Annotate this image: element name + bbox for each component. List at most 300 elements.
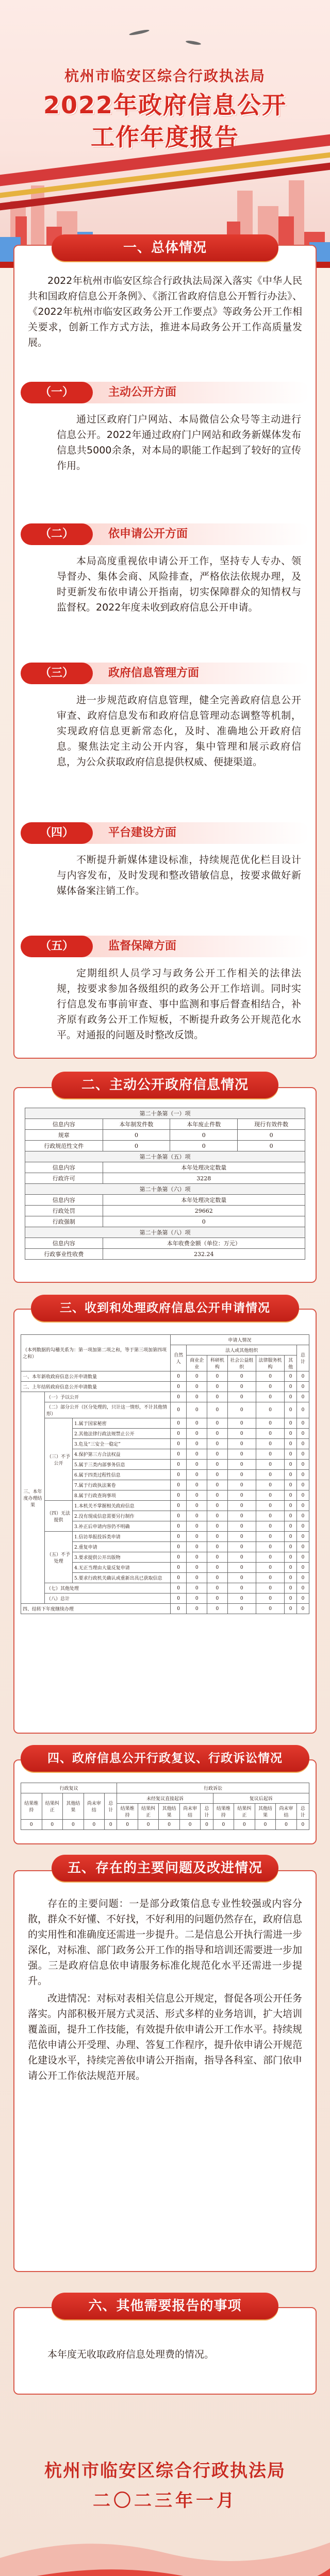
table-cell: 0 xyxy=(21,1820,42,1830)
table-cell: 0 xyxy=(207,1392,228,1402)
table-cell: 0 xyxy=(207,1604,228,1614)
row-label: 四、结转下年度继续办理 xyxy=(21,1604,171,1614)
table-row xyxy=(21,1402,309,1418)
table-cell: 行政许可 xyxy=(25,1173,103,1184)
table-row xyxy=(21,1382,309,1392)
table-cell: 0 xyxy=(276,1820,297,1830)
table-cell: 0 xyxy=(256,1418,284,1429)
row-label: 2.其他法律行政法规禁止公开 xyxy=(73,1429,171,1439)
table-header: 其他结果 xyxy=(63,1793,84,1820)
table-header: 本年制发件数 xyxy=(103,1119,170,1130)
table-cell: 0 xyxy=(227,1392,256,1402)
row-group-label: 三、本年度办理结果 xyxy=(21,1392,45,1604)
table-cell: 0 xyxy=(207,1511,228,1521)
table-cell: 232.24 xyxy=(103,1249,305,1260)
table-cell: 0 xyxy=(170,1460,187,1470)
table-header: 总计 xyxy=(105,1793,117,1820)
table-row xyxy=(21,1392,309,1402)
table-cell: 0 xyxy=(227,1594,256,1604)
table-header: 尚未审结 xyxy=(179,1804,201,1820)
table-cell: 29662 xyxy=(103,1206,305,1216)
subsection-label: 依申请公开方面 xyxy=(108,528,188,540)
table-cell: 0 xyxy=(170,1382,187,1392)
table-row xyxy=(21,1820,309,1830)
row-label: 2.重复申请 xyxy=(73,1542,171,1552)
table-header: 其他结果 xyxy=(255,1804,276,1820)
table-cell: 0 xyxy=(227,1470,256,1480)
table-cell: 规章 xyxy=(25,1130,103,1141)
table-cell: 0 xyxy=(256,1501,284,1511)
subsection-text: 不断提升新媒体建设标准，持续规范优化栏目设计与内容发布，及时发现和整改错敏信息，按要求做好新媒体备案注销工作。 xyxy=(57,854,301,896)
table-row xyxy=(21,1418,309,1429)
table-cell: 0 xyxy=(297,1460,309,1470)
table-cell: 0 xyxy=(297,1604,309,1614)
table-cell: 0 xyxy=(170,1521,187,1532)
table-caption: 第二十条第（六）项 xyxy=(25,1184,305,1195)
table-cell: 0 xyxy=(187,1480,207,1490)
table-cell: 0 xyxy=(227,1460,256,1470)
row-label: 3.补正后申请内容仍不明确 xyxy=(73,1521,171,1532)
table-cell: 0 xyxy=(170,1371,187,1382)
table-header: 总计 xyxy=(201,1804,213,1820)
row-label: 3.要求提供公开出版物 xyxy=(73,1552,171,1563)
subsection-header xyxy=(21,520,309,548)
hero-title-line1: 2022年政府信息公开 xyxy=(43,91,287,119)
table-header: 未经复议直接起诉 xyxy=(117,1793,213,1804)
table-cell: 0 xyxy=(103,1130,170,1141)
table-cell: 0 xyxy=(187,1542,207,1552)
table-cell: 0 xyxy=(256,1563,284,1573)
table-cell: 0 xyxy=(256,1429,284,1439)
table-row xyxy=(21,1583,309,1594)
table-cell: 0 xyxy=(227,1439,256,1449)
table-cell: 0 xyxy=(227,1501,256,1511)
table-cell: 0 xyxy=(207,1552,228,1563)
table-cell: 3228 xyxy=(103,1173,305,1184)
table-cell: 0 xyxy=(285,1532,297,1542)
table-cell: 0 xyxy=(256,1521,284,1532)
table-cell: 0 xyxy=(227,1583,256,1594)
table-cell: 0 xyxy=(187,1418,207,1429)
table-cell: 0 xyxy=(170,1511,187,1521)
table-cell: 0 xyxy=(256,1439,284,1449)
table-header: 信息内容 xyxy=(25,1195,103,1206)
section-1-title: 一、总体情况 xyxy=(52,234,278,261)
table-cell: 0 xyxy=(207,1470,228,1480)
table-cell: 0 xyxy=(256,1594,284,1604)
table-cell: 0 xyxy=(297,1501,309,1511)
row-label: 一、本年新收政府信息公开申请数量 xyxy=(21,1371,171,1382)
table-cell: 行政处罚 xyxy=(25,1206,103,1216)
table-cell: 0 xyxy=(201,1820,213,1830)
table-cell: 0 xyxy=(285,1563,297,1573)
bird-icon xyxy=(186,40,202,45)
table-cell: 0 xyxy=(234,1820,255,1830)
table-cell: 0 xyxy=(227,1552,256,1563)
subsection-text: 进一步规范政府信息管理，健全完善政府信息公开审查、政府信息发布和政府信息管理动态调整等机制，实现政府信息更新常态化，及时、准确地公开政府信息。聚焦法定主动公开内容，集中管理和展示政府信息，为公众获取政府信息提供权威、便捷渠道。 xyxy=(57,694,301,768)
table-cell: 0 xyxy=(170,1594,187,1604)
subsection-number: （五） xyxy=(21,936,93,957)
table-cell: 0 xyxy=(187,1532,207,1542)
subsection-text: 通过区政府门户网站、本局微信公众号等主动进行信息公开。2022年通过政府门户网站和政务新媒体发布信息共5000余条，对本局的职能工作起到了较好的宣传作用。 xyxy=(57,414,301,471)
row-label: 8.属于行政查询事项 xyxy=(73,1490,171,1501)
table-cell: 0 xyxy=(227,1402,256,1418)
table-cell: 0 xyxy=(256,1460,284,1470)
table-cell: 0 xyxy=(256,1552,284,1563)
table-cell: 0 xyxy=(297,1382,309,1392)
hero-title-line2: 工作年度报告 xyxy=(91,123,239,151)
table-cell: 0 xyxy=(297,1402,309,1418)
table-cell: 0 xyxy=(227,1563,256,1573)
table-cell: 0 xyxy=(238,1141,305,1151)
table-header: 复议后起诉 xyxy=(213,1793,309,1804)
table-cell: 0 xyxy=(256,1490,284,1501)
table-cell: 0 xyxy=(170,1532,187,1542)
table-cell: 0 xyxy=(187,1460,207,1470)
section-1-intro xyxy=(21,273,309,350)
table-cell: 0 xyxy=(187,1521,207,1532)
table-header: 信息内容 xyxy=(25,1119,103,1130)
table-cell: 0 xyxy=(170,1429,187,1439)
row-label: 4.保护第三方合法权益 xyxy=(73,1449,171,1460)
subsection-text: 定期组织人员学习与政务公开工作相关的法律法规，按要求参加各级组织的政务公开工作培训。同时实行信息发布事前审查、事中监测和事后督查相结合，补齐原有政务公开工作短板，不断提升政务公开规范化水平。对通报的问题及时整改反馈。 xyxy=(57,968,301,1041)
table-cell: 行政事业性收费 xyxy=(25,1249,103,1260)
table-cell: 0 xyxy=(170,1141,238,1151)
table-cell: 0 xyxy=(207,1439,228,1449)
table-cell: 0 xyxy=(285,1392,297,1402)
subsection-header xyxy=(21,659,309,687)
table-cell: 0 xyxy=(285,1371,297,1382)
table-cell: 0 xyxy=(227,1429,256,1439)
table-header: 现行有效件数 xyxy=(238,1119,305,1130)
table-cell: 0 xyxy=(285,1460,297,1470)
table-cell: 0 xyxy=(256,1511,284,1521)
table-header: 总计 xyxy=(297,1345,309,1371)
table-cell: 0 xyxy=(187,1563,207,1573)
table-cell: 0 xyxy=(227,1604,256,1614)
table-cell: 0 xyxy=(285,1542,297,1552)
table-cell: 0 xyxy=(296,1820,309,1830)
row-label: 7.属于行政执法案卷 xyxy=(73,1480,171,1490)
table-cell: 0 xyxy=(297,1594,309,1604)
table-row xyxy=(21,1793,309,1804)
section-2-tables xyxy=(25,1108,305,1260)
table-cell: 0 xyxy=(285,1511,297,1521)
table-cell: 0 xyxy=(207,1532,228,1542)
table-row xyxy=(21,1594,309,1604)
table-cell: 0 xyxy=(256,1470,284,1480)
table-cell: 0 xyxy=(187,1402,207,1418)
table-cell: 0 xyxy=(187,1470,207,1480)
table-cell: 0 xyxy=(187,1382,207,1392)
table-cell: 行政强制 xyxy=(25,1216,103,1227)
table-cell: 0 xyxy=(285,1604,297,1614)
table-caption: 第二十条第（一）项 xyxy=(25,1108,305,1119)
table-cell: 0 xyxy=(117,1820,138,1830)
subsection-label: 主动公开方面 xyxy=(108,386,177,399)
table-cell: 0 xyxy=(207,1418,228,1429)
table-cell: 0 xyxy=(256,1371,284,1382)
subsection-2 xyxy=(21,520,309,615)
row-label: （七）其他处理 xyxy=(45,1583,171,1594)
table-caption: 第二十条第（五）项 xyxy=(25,1151,305,1162)
table-cell: 0 xyxy=(207,1371,228,1382)
subsection-number: （四） xyxy=(21,822,93,844)
table-cell: 0 xyxy=(227,1382,256,1392)
table-header: 申请人情况 xyxy=(170,1335,309,1345)
table-header: 行政复议 xyxy=(21,1783,117,1793)
table-cell: 0 xyxy=(170,1392,187,1402)
table-cell: 0 xyxy=(159,1820,180,1830)
table-cell: 0 xyxy=(187,1511,207,1521)
table-cell: 0 xyxy=(207,1563,228,1573)
subsection-text: 本局高度重视依申请公开工作，坚持专人专办、领导督办、集体会商、风险排查，严格依法依规办理，及时更新发布依申请公开指南，切实保障群众的知情权与监督权。2022年度未收到政府信息公开申请。 xyxy=(57,555,301,613)
table-cell: 0 xyxy=(285,1490,297,1501)
row-group-label: （三）不予公开 xyxy=(45,1418,73,1501)
section-2-title: 二、主动公开政府信息情况 xyxy=(52,1072,278,1098)
table-cell: 0 xyxy=(297,1392,309,1402)
table-cell: 0 xyxy=(170,1490,187,1501)
table-cell: 0 xyxy=(227,1490,256,1501)
table-cell: 0 xyxy=(63,1820,84,1830)
table-cell: 0 xyxy=(255,1820,276,1830)
table-corner: （本列数据的勾稽关系为：第一项加第二项之和，等于第三项加第四项之和） xyxy=(21,1335,171,1371)
table-cell: 0 xyxy=(207,1501,228,1511)
table-cell: 0 xyxy=(256,1480,284,1490)
table-cell: 0 xyxy=(297,1542,309,1552)
section-6-title: 六、其他需要报告的事项 xyxy=(52,2293,278,2319)
table-row xyxy=(21,1335,309,1345)
table-cell: 0 xyxy=(187,1583,207,1594)
row-label: 2.没有现成信息需要另行制作 xyxy=(73,1511,171,1521)
table-cell: 0 xyxy=(170,1470,187,1480)
table-cell: 0 xyxy=(207,1583,228,1594)
table-cell: 0 xyxy=(256,1392,284,1402)
section-5-body xyxy=(28,1896,302,2083)
row-group-label: （五）不予处理 xyxy=(45,1532,73,1583)
table-header: 结果维持 xyxy=(213,1804,234,1820)
table-cell: 0 xyxy=(187,1371,207,1382)
table-cell: 0 xyxy=(285,1418,297,1429)
table-header: 自然人 xyxy=(170,1345,187,1371)
table-cell: 0 xyxy=(103,1216,305,1227)
subsection-header xyxy=(21,379,309,406)
subsection-4 xyxy=(21,819,309,899)
table-cell: 0 xyxy=(187,1501,207,1511)
table-header: 本年处理决定数量 xyxy=(103,1162,305,1173)
section-4-table-wrap xyxy=(21,1783,309,1830)
subsection-number: （三） xyxy=(21,663,93,684)
table-cell: 0 xyxy=(297,1532,309,1542)
subsection-1 xyxy=(21,379,309,473)
table-cell: 0 xyxy=(256,1604,284,1614)
table-cell: 0 xyxy=(227,1542,256,1552)
table-cell: 0 xyxy=(285,1470,297,1480)
table-cell: 0 xyxy=(84,1820,105,1830)
table-cell: 0 xyxy=(285,1449,297,1460)
table-cell: 0 xyxy=(207,1573,228,1583)
table-cell: 0 xyxy=(297,1470,309,1480)
table-header: 法律服务机构 xyxy=(256,1355,284,1371)
hero-banner xyxy=(0,0,330,268)
table-cell: 0 xyxy=(285,1583,297,1594)
table-cell: 0 xyxy=(207,1429,228,1439)
table-cell: 0 xyxy=(170,1563,187,1573)
table-cell: 0 xyxy=(170,1501,187,1511)
table-cell: 0 xyxy=(297,1552,309,1563)
row-label: （一）予以公开 xyxy=(45,1392,171,1402)
table-cell: 0 xyxy=(138,1820,159,1830)
table-header: 结果纠正 xyxy=(138,1804,159,1820)
bottom-skyline-icon xyxy=(0,2527,330,2576)
hero-org: 杭州市临安区综合行政执法局 xyxy=(64,67,266,84)
table-cell: 0 xyxy=(238,1130,305,1141)
table-header: 其他结果 xyxy=(159,1804,180,1820)
table-cell: 0 xyxy=(256,1402,284,1418)
row-label: （八）总计 xyxy=(45,1594,171,1604)
table-cell: 0 xyxy=(170,1573,187,1583)
table-cell: 0 xyxy=(227,1532,256,1542)
table-cell: 0 xyxy=(207,1460,228,1470)
row-label: 3.危及“三安全一稳定” xyxy=(73,1439,171,1449)
table-cell: 0 xyxy=(207,1594,228,1604)
table-cell: 0 xyxy=(285,1521,297,1532)
table-cell: 0 xyxy=(213,1820,234,1830)
section-4-title: 四、政府信息公开行政复议、行政诉讼情况 xyxy=(21,1745,309,1772)
table-header: 科研机构 xyxy=(207,1355,228,1371)
table-header: 社会公益组织 xyxy=(227,1355,256,1371)
table-cell: 0 xyxy=(256,1532,284,1542)
table-cell: 0 xyxy=(170,1449,187,1460)
table-header: 本年处理决定数量 xyxy=(103,1195,305,1206)
footer-org: 杭州市临安区综合行政执法局 xyxy=(44,2461,286,2481)
table-cell: 0 xyxy=(187,1490,207,1501)
table-row xyxy=(21,1783,309,1793)
table-cell: 0 xyxy=(285,1429,297,1439)
table-row xyxy=(21,1501,309,1511)
table-cell: 0 xyxy=(285,1480,297,1490)
table-caption: 第二十条第（八）项 xyxy=(25,1227,305,1238)
row-label: 5.属于三类内部事务信息 xyxy=(73,1460,171,1470)
subsection-3 xyxy=(21,659,309,770)
table-cell: 0 xyxy=(187,1449,207,1460)
row-label: （二）部分公开（区分处理的，只计这一情形，不计其他情形） xyxy=(45,1402,171,1418)
table-header: 尚未审结 xyxy=(84,1793,105,1820)
table-header: 商业企业 xyxy=(187,1355,207,1371)
table-cell: 0 xyxy=(297,1521,309,1532)
table-header: 结果纠正 xyxy=(234,1804,255,1820)
table-header: 本年废止件数 xyxy=(170,1119,238,1130)
row-label: 5.要求行政机关确认或重新出具已获取信息 xyxy=(73,1573,171,1583)
table-cell: 0 xyxy=(297,1429,309,1439)
subsection-header xyxy=(21,933,309,960)
improvements-text: 改进情况：对标对表相关信息公开规定，督促各项公开任务落实。内部积极开展方式灵活、形式多样的业务培训，扩大培训覆盖面，提升工作技能，有效提升依申请公开工作水平。持续规范依申请公开受理、办理、答复工作程序，提升依申请公开规范化建设水平，持续完善依申请公开指南，指导各科室、部门依申请公开工作依法规范开展。 xyxy=(28,1993,303,2081)
row-label: 6.属于四类过程性信息 xyxy=(73,1470,171,1480)
table-cell: 0 xyxy=(297,1563,309,1573)
table-cell: 0 xyxy=(187,1573,207,1583)
table-header: 尚未审结 xyxy=(276,1804,297,1820)
table-cell: 0 xyxy=(187,1439,207,1449)
table-cell: 0 xyxy=(227,1371,256,1382)
row-label: 二、上年结转政府信息公开申请数量 xyxy=(21,1382,171,1392)
table-row xyxy=(21,1532,309,1542)
review-litigation-table xyxy=(21,1783,309,1830)
table-header: 结果维持 xyxy=(117,1804,138,1820)
table-header: 总计 xyxy=(296,1804,309,1820)
table-cell: 0 xyxy=(297,1439,309,1449)
table-cell: 0 xyxy=(170,1402,187,1418)
table-header: 其他 xyxy=(285,1355,297,1371)
subsection-5 xyxy=(21,933,309,1043)
table-cell: 0 xyxy=(207,1490,228,1501)
table-cell: 0 xyxy=(285,1439,297,1449)
table-cell: 0 xyxy=(207,1449,228,1460)
table-cell: 行政规范性文件 xyxy=(25,1141,103,1151)
table-cell: 0 xyxy=(170,1583,187,1594)
row-label: 4.无正当理由大量反复申请 xyxy=(73,1563,171,1573)
table-cell: 0 xyxy=(297,1449,309,1460)
row-group-label: （四）无法提供 xyxy=(45,1501,73,1532)
table-cell: 0 xyxy=(227,1449,256,1460)
footer-date: 二〇二三年一月 xyxy=(93,2490,237,2511)
table-cell: 0 xyxy=(207,1402,228,1418)
table-cell: 0 xyxy=(256,1573,284,1583)
table-cell: 0 xyxy=(256,1542,284,1552)
table-cell: 0 xyxy=(170,1130,238,1141)
table-cell: 0 xyxy=(179,1820,201,1830)
table-cell: 0 xyxy=(103,1141,170,1151)
bird-icon xyxy=(129,29,150,36)
table-cell: 0 xyxy=(227,1480,256,1490)
table-cell: 0 xyxy=(42,1820,63,1830)
intro-text: 2022年杭州市临安区综合行政执法局深入落实《中华人民共和国政府信息公开条例》、《浙江省政府信息公开暂行办法》、《2022年杭州市临安区政务公开工作要点》等政务公开工作相关要求，创新工作方式方法，推进本局政务公开工作高质量发展。 xyxy=(28,275,302,348)
table-header: 信息内容 xyxy=(25,1238,103,1249)
row-label: 1.本机关不掌握相关政府信息 xyxy=(73,1501,171,1511)
table-header: 本年收费金额（单位：万元） xyxy=(103,1238,305,1249)
other-matters-text: 本年度无收取政府信息处理费的情况。 xyxy=(47,2349,214,2360)
table-cell: 0 xyxy=(285,1402,297,1418)
table-header: 结果维持 xyxy=(21,1793,42,1820)
table-cell: 0 xyxy=(297,1371,309,1382)
table-cell: 0 xyxy=(297,1490,309,1501)
table-cell: 0 xyxy=(207,1521,228,1532)
table-cell: 0 xyxy=(297,1418,309,1429)
table-cell: 0 xyxy=(256,1449,284,1460)
table-regulations xyxy=(25,1108,305,1260)
section-3-table-wrap xyxy=(21,1334,309,1614)
table-cell: 0 xyxy=(285,1552,297,1563)
table-cell: 0 xyxy=(187,1594,207,1604)
table-cell: 0 xyxy=(207,1480,228,1490)
subsection-number: （一） xyxy=(21,382,93,403)
table-cell: 0 xyxy=(207,1542,228,1552)
table-cell: 0 xyxy=(256,1382,284,1392)
table-cell: 0 xyxy=(187,1552,207,1563)
table-cell: 0 xyxy=(285,1573,297,1583)
table-cell: 0 xyxy=(187,1392,207,1402)
problems-text: 存在的主要问题：一是部分政策信息专业性较强或内容分散，群众不好懂、不好找，不好利用的问题仍然存在，政府信息的实用性和准确度还需进一步提升。二是信息公开执行需进一步深化，对标准、部门政务公开工作的指导和培训还需要进一步加强。三是政府信息依申请服务标准化规范化水平还需进一步提升。 xyxy=(28,1898,303,1987)
table-cell: 0 xyxy=(227,1521,256,1532)
table-cell: 0 xyxy=(170,1604,187,1614)
table-cell: 0 xyxy=(285,1382,297,1392)
table-header: 结果纠正 xyxy=(42,1793,63,1820)
table-cell: 0 xyxy=(227,1573,256,1583)
table-cell: 0 xyxy=(170,1439,187,1449)
table-cell: 0 xyxy=(297,1573,309,1583)
table-header: 法人或其他组织 xyxy=(187,1345,297,1355)
table-cell: 0 xyxy=(105,1820,117,1830)
table-cell: 0 xyxy=(227,1418,256,1429)
